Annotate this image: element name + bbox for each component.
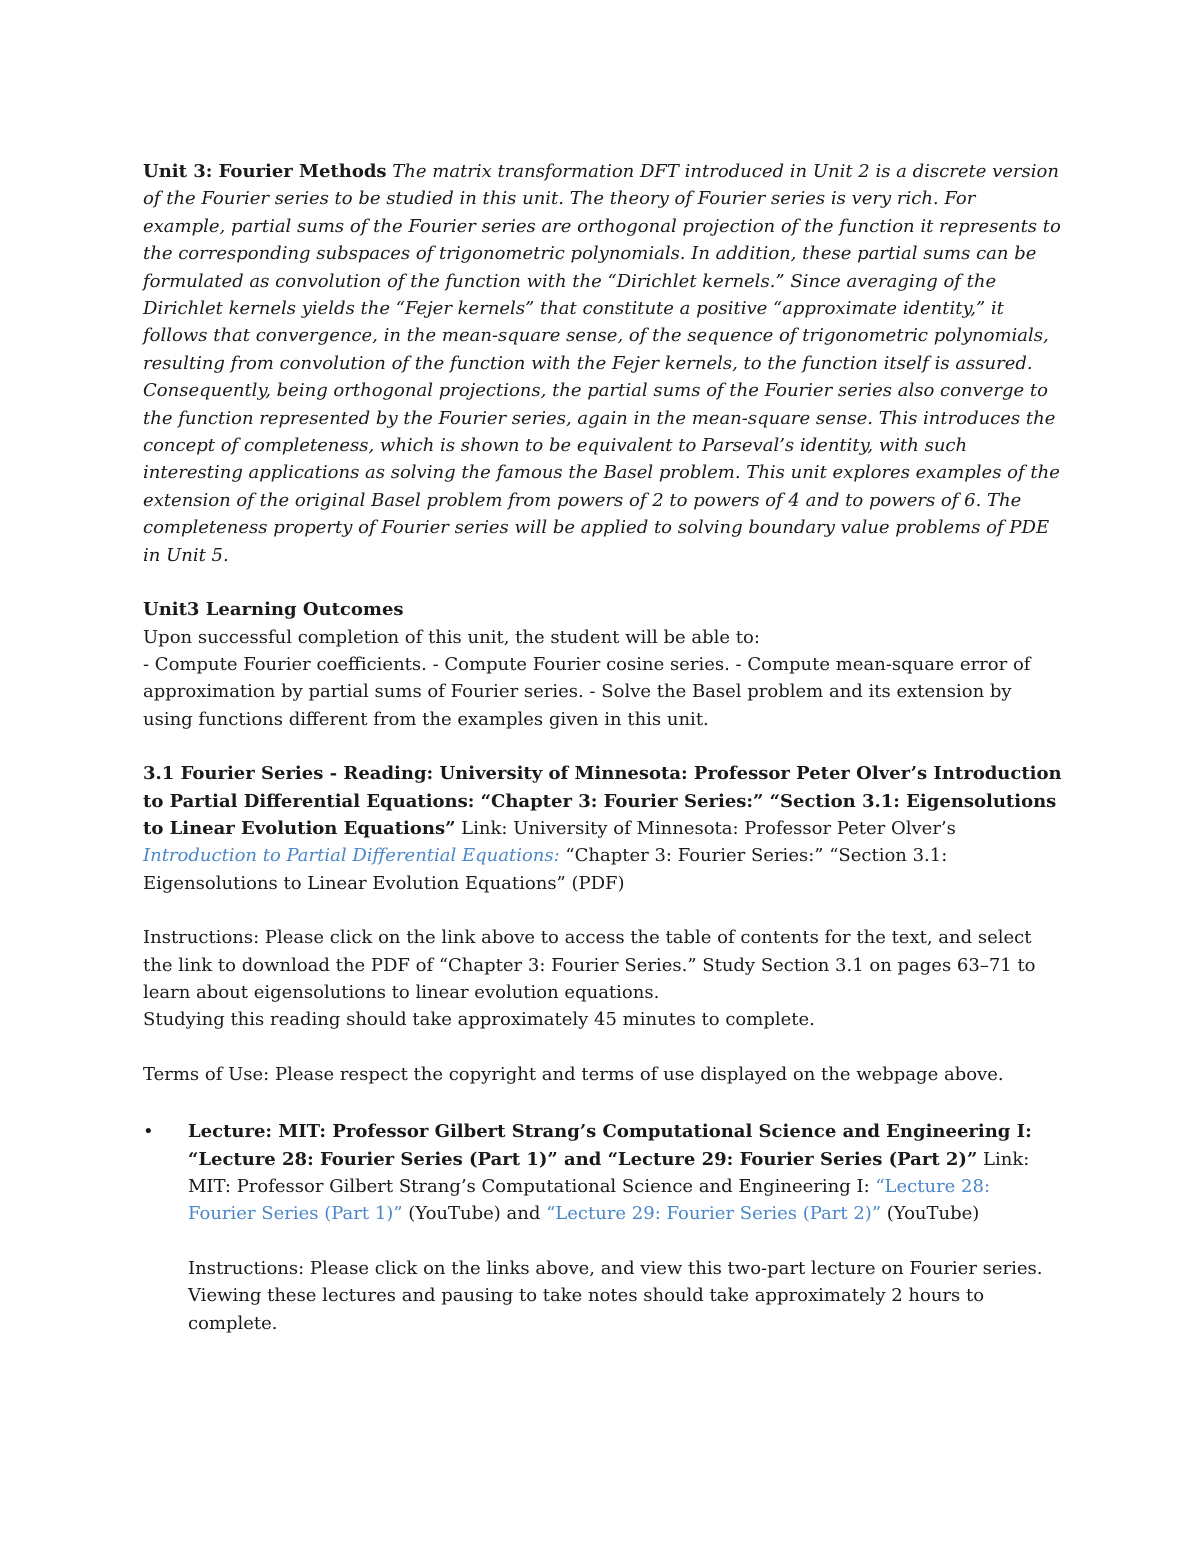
reading-link-suffix: “Chapter 3: Fourier Series:” “Section 3.1: Eigensolutions to Linear Evolution Equations” (PDF) <box>143 845 948 894</box>
reading-link-prefix: Link: University of Minnesota: Professor Peter Olver’s <box>455 817 956 839</box>
unit3-intro: The matrix transformation DFT introduced in Unit 2 is a discrete version of the Fourier series to be studied in this unit. The theory of Fourier series is very rich. For example, partial sums of the Fourier series are orthogonal projection of the function it represents to the corresponding subspaces of trigonometric polynomials. In addition, these partial sums can be formulated as convolution of the function with the “Dirichlet kernels.” Since averaging of the Dirichlet kernels yields the “Fejer kernels” that constitute a positive “approximate identity,” it follows that convergence, in the mean-square sense, of the sequence of trigonometric polynomials, resulting from convolution of the function with the Fejer kernels, to the function itself is assured. Consequently, being orthogonal projections, the partial sums of the Fourier series also converge to the function represented by the Fourier series, again in the mean-square sense. This introduces the concept of completeness, which is shown to be equivalent to Parseval’s identity, with such interesting applications as solving the famous the Basel problem. This unit explores examples of the extension of the original Basel problem from powers of 2 to powers of 4 and to powers of 6. The completeness property of Fourier series will be applied to solving boundary value problems of PDE in Unit 5. <box>143 161 1061 566</box>
unit3-paragraph <box>143 158 1063 569</box>
reading-title: - Reading: University of Minnesota: Professor Peter Olver’s Introduction to Partial Differential Equations: “Chapter 3: Fourier Series:” “Section 3.1: Eigensolutions to Linear Evolution Equations” <box>143 763 1062 839</box>
lecture-paragraph <box>188 1118 1063 1228</box>
reading-time: Studying this reading should take approximately 45 minutes to complete. <box>143 1009 815 1031</box>
lecture-title: Lecture: MIT: Professor Gilbert Strang’s Computational Science and Engineering I: “Lecture 28: Fourier Series (Part 1)” and “Lecture 29: Fourier Series (Part 2)” <box>188 1121 1032 1170</box>
lecture-link-prefix: Link: MIT: Professor Gilbert Strang’s Computational Science and Engineering I: <box>188 1148 1030 1197</box>
olver-textbook-link[interactable]: Introduction to Partial Differential Equations: <box>143 845 560 867</box>
lecture-time: Viewing these lectures and pausing to take notes should take approximately 2 hours to complete. <box>188 1285 985 1334</box>
terms-of-use: Terms of Use: Please respect the copyright and terms of use displayed on the webpage above. <box>143 1063 1004 1085</box>
lecture-29-link[interactable]: “Lecture 29: Fourier Series (Part 2)” <box>546 1203 882 1225</box>
lecture-link-suffix: (YouTube) <box>881 1203 980 1225</box>
bullet-icon: • <box>143 1121 154 1143</box>
outcomes-list: - Compute Fourier coefficients. - Compute Fourier cosine series. - Compute mean-square error of approximation by partial sums of Fourier series. - Solve the Basel problem and its extension by using functions different from the examples given in this unit. <box>143 653 1031 730</box>
outcomes-intro: Upon successful completion of this unit, the student will be able to: <box>143 626 760 648</box>
lecture-link-mid: (YouTube) and <box>402 1203 547 1225</box>
section-3-1-paragraph <box>143 760 1063 897</box>
reading-instructions: Instructions: Please click on the link above to access the table of contents for the text, and select the link to download the PDF of “Chapter 3: Fourier Series.” Study Section 3.1 on pages 63–71 to learn about eigensolutions to linear evolution equations. <box>143 927 1036 1003</box>
outcomes-heading: Unit3 Learning Outcomes <box>143 599 404 621</box>
lecture-instructions: Instructions: Please click on the links above, and view this two-part lecture on Fourier series. <box>188 1257 1043 1279</box>
lecture-28-link[interactable]: “Lecture 28: Fourier Series (Part 1)” <box>188 1176 991 1225</box>
unit3-heading: Unit 3: Fourier Methods <box>143 161 387 182</box>
section-3-1-heading: 3.1 Fourier Series <box>143 763 324 785</box>
lecture-list-item <box>143 1118 1063 1337</box>
document-page <box>143 158 1063 1337</box>
